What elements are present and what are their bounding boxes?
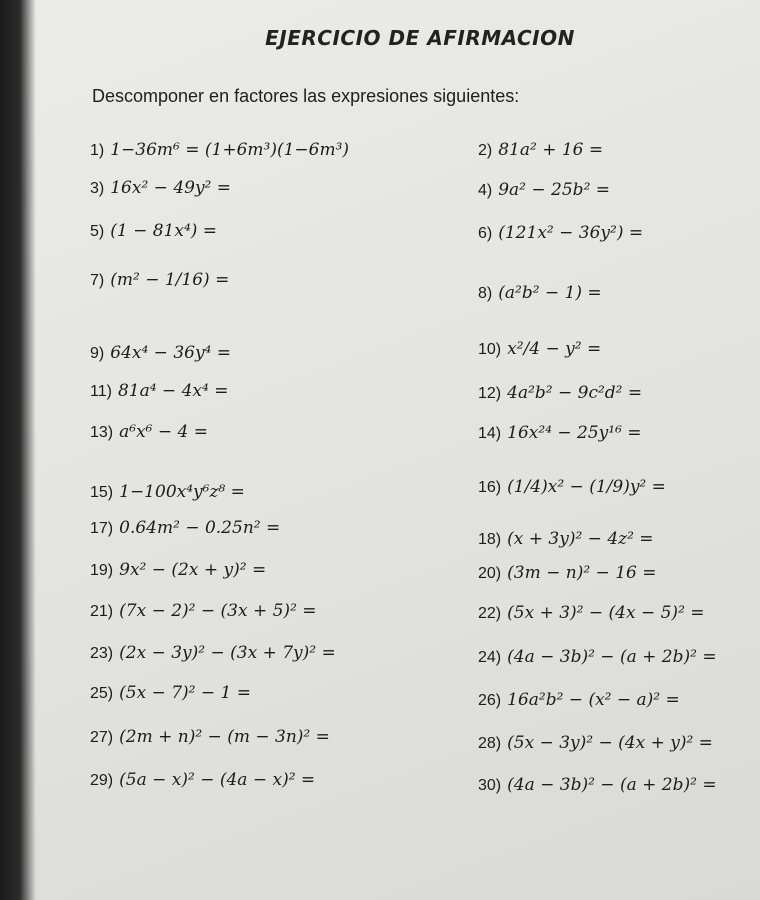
exercise-21 [90,601,317,621]
exercise-27 [90,727,330,747]
exercise-10 [478,339,601,359]
exercise-26 [478,690,680,710]
exercise-expression: (5x − 3y)² − (4x + y)² = [507,733,713,753]
exercise-number: 26) [478,692,502,709]
exercise-expression: 16x² − 49y² = [110,178,232,198]
exercise-expression: (a²b² − 1) = [498,283,602,303]
exercise-11 [90,381,228,401]
exercise-expression: a⁶x⁶ − 4 = [119,422,208,442]
exercise-number: 3) [90,180,105,197]
exercise-22 [478,603,705,623]
exercise-expression: (4a − 3b)² − (a + 2b)² = [507,775,717,795]
exercise-9 [90,343,231,363]
page-edge-shadow [0,0,36,900]
exercise-5 [90,221,217,241]
exercise-3 [90,178,231,198]
exercise-18 [478,529,654,549]
exercise-number: 7) [90,272,105,289]
exercise-expression: (5a − x)² − (4a − x)² = [119,770,316,790]
exercise-number: 6) [478,225,493,242]
exercise-7 [90,270,229,290]
exercise-number: 18) [478,531,502,548]
exercise-16 [478,477,666,497]
exercise-number: 9) [90,345,105,362]
exercise-expression: 0.64m² − 0.25n² = [119,518,281,538]
exercise-8 [478,283,602,303]
exercise-expression: (5x − 7)² − 1 = [119,683,251,703]
exercise-number: 22) [478,605,502,622]
exercise-number: 10) [478,341,502,358]
exercise-expression: (4a − 3b)² − (a + 2b)² = [507,647,717,667]
exercise-number: 28) [478,735,502,752]
exercise-number: 2) [478,142,493,159]
exercise-expression: (1 − 81x⁴) = [110,221,218,241]
exercise-expression: (2x − 3y)² − (3x + 7y)² = [119,643,336,663]
exercise-expression: (2m + n)² − (m − 3n)² = [119,727,330,747]
exercise-expression: 1−100x⁴y⁶z⁸ = [119,482,245,502]
exercise-expression: (x + 3y)² − 4z² = [507,529,654,549]
exercise-12 [478,383,642,403]
exercise-2 [478,140,603,160]
exercise-number: 14) [478,425,502,442]
exercise-expression: (1/4)x² − (1/9)y² = [507,477,666,497]
exercise-number: 8) [478,285,493,302]
exercise-expression: 16a²b² − (x² − a)² = [507,690,680,710]
exercise-28 [478,733,713,753]
exercise-24 [478,647,717,667]
exercise-4 [478,180,610,200]
page-title: EJERCICIO DE AFIRMACION [265,26,575,50]
exercise-15 [90,482,245,502]
exercise-number: 12) [478,385,502,402]
exercise-20 [478,563,656,583]
exercise-number: 13) [90,424,114,441]
exercise-expression: x²/4 − y² = [507,339,602,359]
exercise-number: 4) [478,182,493,199]
exercise-expression: (7x − 2)² − (3x + 5)² = [119,601,317,621]
exercise-25 [90,683,251,703]
exercise-29 [90,770,315,790]
exercise-number: 5) [90,223,105,240]
instructions: Descomponer en factores las expresiones siguientes: [92,86,520,106]
exercise-17 [90,518,280,538]
exercise-number: 25) [90,685,114,702]
exercise-number: 30) [478,777,502,794]
exercise-expression: (121x² − 36y²) = [498,223,644,243]
exercise-number: 11) [90,383,112,400]
exercise-number: 24) [478,649,502,666]
exercise-30 [478,775,717,795]
exercise-13 [90,422,208,442]
exercise-expression: 9a² − 25b² = [498,180,611,200]
exercise-number: 16) [478,479,502,496]
exercise-number: 19) [90,562,114,579]
exercise-number: 17) [90,520,114,537]
exercise-expression: (5x + 3)² − (4x − 5)² = [507,603,705,623]
exercise-6 [478,223,643,243]
exercise-expression: 1−36m⁶ = (1+6m³)(1−6m³) [110,140,350,160]
exercise-number: 21) [90,603,114,620]
exercise-expression: (3m − n)² − 16 = [507,563,657,583]
exercise-number: 27) [90,729,114,746]
exercise-1 [90,140,349,160]
exercise-expression: 81a⁴ − 4x⁴ = [117,381,229,401]
exercise-number: 23) [90,645,114,662]
exercise-number: 29) [90,772,114,789]
exercise-expression: 9x² − (2x + y)² = [119,560,267,580]
exercise-number: 20) [478,565,502,582]
exercise-expression: 64x⁴ − 36y⁴ = [110,343,232,363]
exercise-expression: (m² − 1/16) = [110,270,230,290]
exercise-number: 15) [90,484,114,501]
exercise-expression: 16x²⁴ − 25y¹⁶ = [507,423,642,443]
exercise-number: 1) [90,142,105,159]
exercise-expression: 4a²b² − 9c²d² = [507,383,643,403]
exercise-23 [90,643,336,663]
exercise-expression: 81a² + 16 = [498,140,604,160]
exercise-14 [478,423,642,443]
exercise-19 [90,560,266,580]
